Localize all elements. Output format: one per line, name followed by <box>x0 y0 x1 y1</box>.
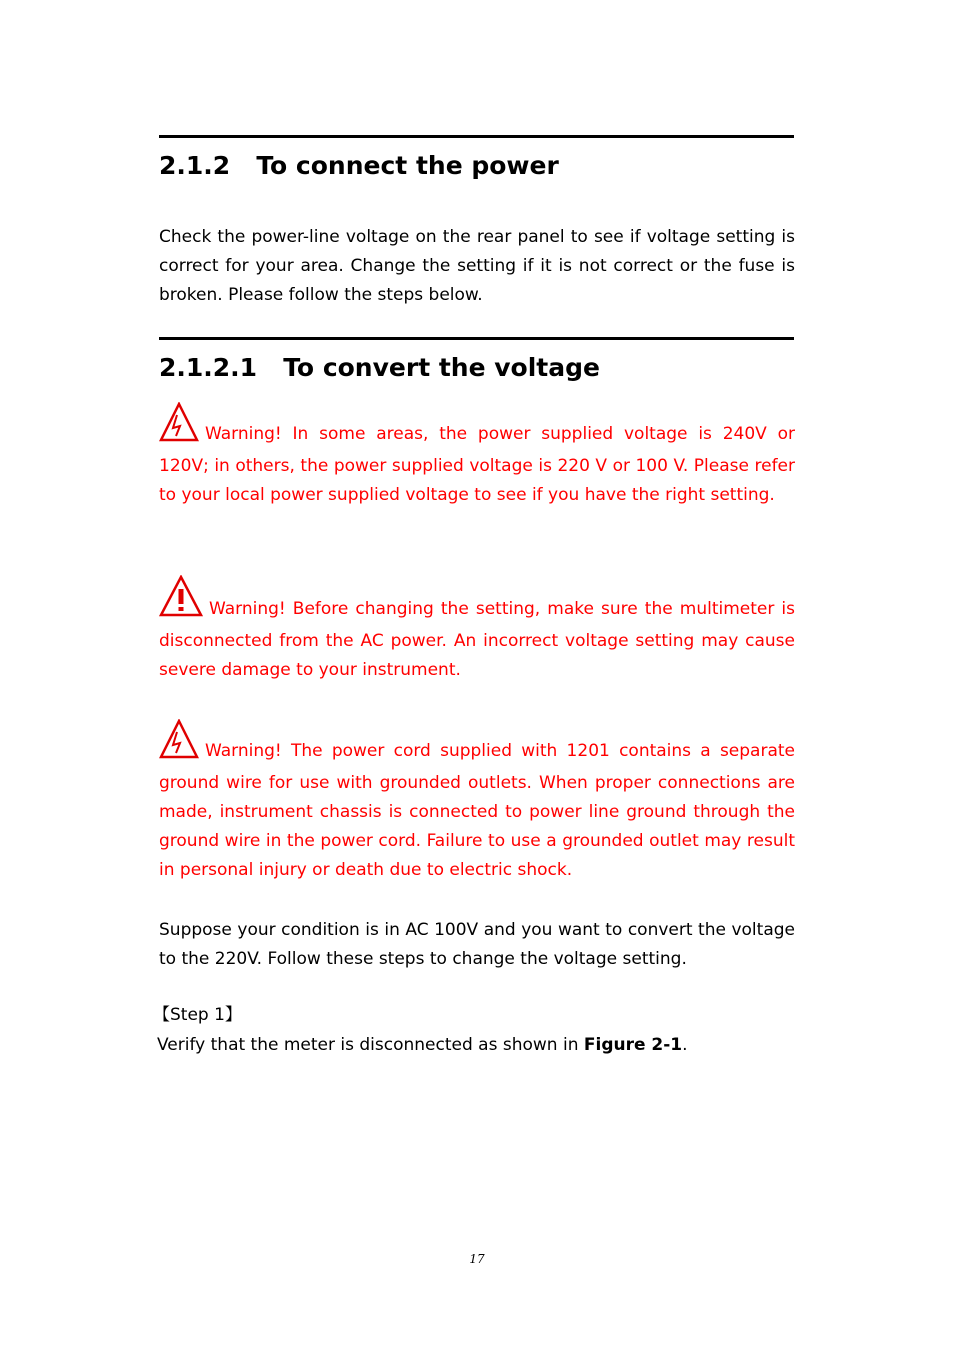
step-label: 【Step 1】 <box>153 1005 242 1025</box>
subsection-heading <box>159 353 600 383</box>
figure-reference[interactable]: Figure 2-1 <box>583 1035 683 1055</box>
electric-hazard-icon <box>159 402 199 452</box>
section-heading <box>159 151 559 181</box>
subsection-number: 2.1.2.1 <box>159 353 258 382</box>
section-top-rule <box>159 135 794 138</box>
subsection-title: To convert the voltage <box>283 353 600 382</box>
warning-3 <box>159 719 795 885</box>
step-text-end: . <box>682 1035 688 1055</box>
warning-2 <box>159 575 795 685</box>
exclamation-warning-icon <box>159 575 203 627</box>
warning-3-text: Warning! The power cord supplied with 1201 contains a separate ground wire for use with grounded outlets. When proper connections are made, instrument chassis is connected to power line ground through the ground wire in the power cord. Failure to use a grounded outlet may result in personal injury or death due to electric shock. <box>159 741 795 880</box>
subsection-top-rule <box>159 337 794 340</box>
step-instruction <box>157 1031 797 1060</box>
section-intro: Check the power-line voltage on the rear panel to see if voltage setting is correct for your area. Change the setting if it is not correct or the fuse is broken. Please follow the steps below. <box>159 227 795 305</box>
warning-1 <box>159 402 795 510</box>
section-number: 2.1.2 <box>159 151 231 180</box>
body-text: Suppose your condition is in AC 100V and you want to convert the voltage to the 220V. Follow these steps to change the voltage setting. <box>159 920 795 969</box>
warning-2-text: Warning! Before changing the setting, make sure the multimeter is disconnected from the AC power. An incorrect voltage setting may cause severe damage to your instrument. <box>159 599 795 680</box>
electric-hazard-icon <box>159 719 199 769</box>
step-text: Verify that the meter is disconnected as shown in <box>157 1035 584 1055</box>
page-number: 17 <box>469 1252 485 1266</box>
warning-1-text: Warning! In some areas, the power supplied voltage is 240V or 120V; in others, the power supplied voltage is 220 V or 100 V. Please refer to your local power supplied voltage to see if you have the right setting. <box>159 424 795 505</box>
section-title: To connect the power <box>256 151 559 180</box>
